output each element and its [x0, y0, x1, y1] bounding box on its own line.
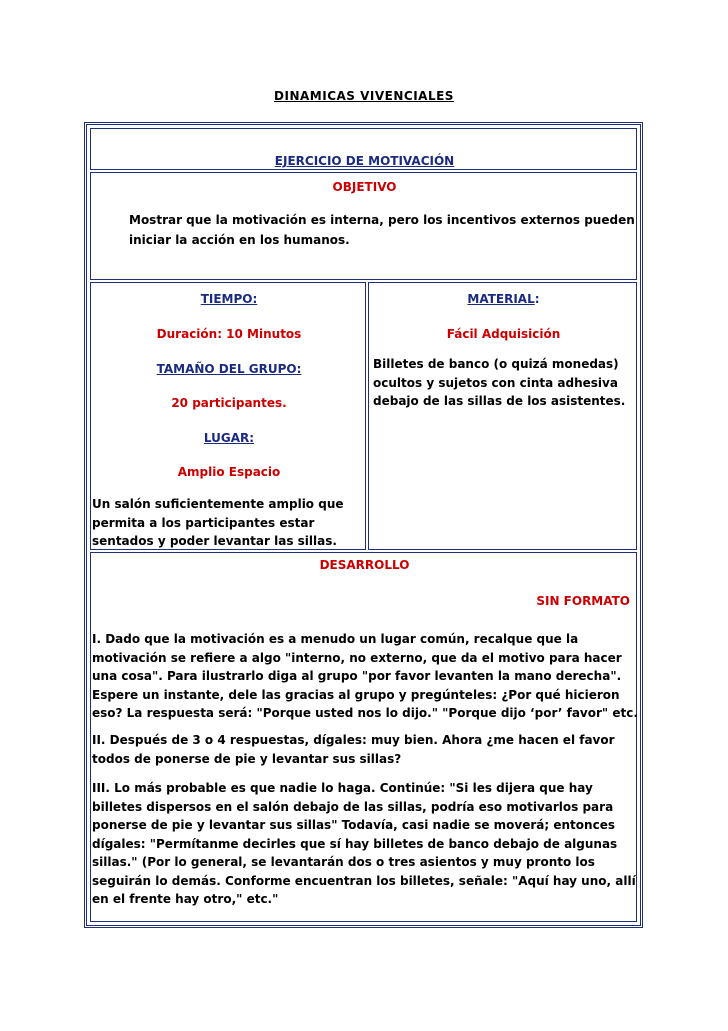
duration-text: Duración: 10 Minutos: [156, 327, 302, 341]
space-text: Amplio Espacio: [177, 465, 281, 479]
material-cell: [368, 282, 637, 550]
place-heading: LUGAR:: [203, 431, 255, 445]
group-size-heading: TAMAÑO DEL GRUPO:: [156, 362, 302, 376]
logistics-cell: [90, 282, 366, 550]
place-description: Un salón suficientemente amplio que permita a los participantes estar sentados y poder levantar las sillas.: [92, 497, 344, 548]
development-heading: DESARROLLO: [319, 558, 410, 572]
exercise-title: EJERCICIO DE MOTIVACIÓN: [274, 154, 455, 168]
material-heading: MATERIAL: [467, 292, 535, 306]
objective-cell: [90, 172, 637, 280]
material-text: Billetes de banco (o quizá monedas) ocultos y sujetos con cinta adhesiva debajo de las sillas de los asistentes.: [373, 357, 626, 408]
exercise-frame: [84, 122, 643, 928]
development-paragraph-3: III. Lo más probable es que nadie lo haga. Continúe: "Si les dijera que hay billetes dispersos en el salón debajo de las sillas, podría eso motivarlos para ponerse de pie y levantar sus sillas" Todavía, casi nadie se moverá; entonces dígales: "Permítanme decirles que sí hay billetes de banco debajo de algunas sillas." (Por lo general, se levantarán dos o tres asientos y muy pronto los seguirán lo demás. Conforme encuentran los billetes, señale: "Aquí hay uno, allí en el frente hay otro," etc.": [92, 781, 636, 906]
objective-heading: OBJETIVO: [332, 180, 397, 194]
exercise-title-cell: [90, 128, 637, 170]
participants-text: 20 participantes.: [171, 396, 287, 410]
development-paragraph-1: I. Dado que la motivación es a menudo un lugar común, recalque que la motivación se refiere a algo "interno, no externo, que da el motivo para hacer una cosa". Para ilustrarlo diga al grupo "por favor levanten la mano derecha". Espere un instante, dele las gracias al grupo y pregúnteles: ¿Por qué hicieron eso? La respuesta será: "Porque usted nos lo dijo." "Porque dijo ‘por’ favor" etc.: [92, 632, 638, 720]
material-colon: :: [534, 292, 540, 306]
development-paragraph-2: II. Después de 3 o 4 respuestas, dígales: muy bien. Ahora ¿me hacen el favor todos de ponerse de pie y levantar sus sillas?: [92, 733, 615, 766]
objective-text: Mostrar que la motivación es interna, pero los incentivos externos pueden iniciar la acción en los humanos.: [129, 213, 635, 247]
page-title: DINAMICAS VIVENCIALES: [274, 89, 454, 103]
time-heading: TIEMPO:: [200, 292, 258, 306]
acquisition-text: Fácil Adquisición: [446, 327, 561, 341]
development-cell: [90, 552, 637, 922]
format-label: SIN FORMATO: [536, 594, 630, 608]
